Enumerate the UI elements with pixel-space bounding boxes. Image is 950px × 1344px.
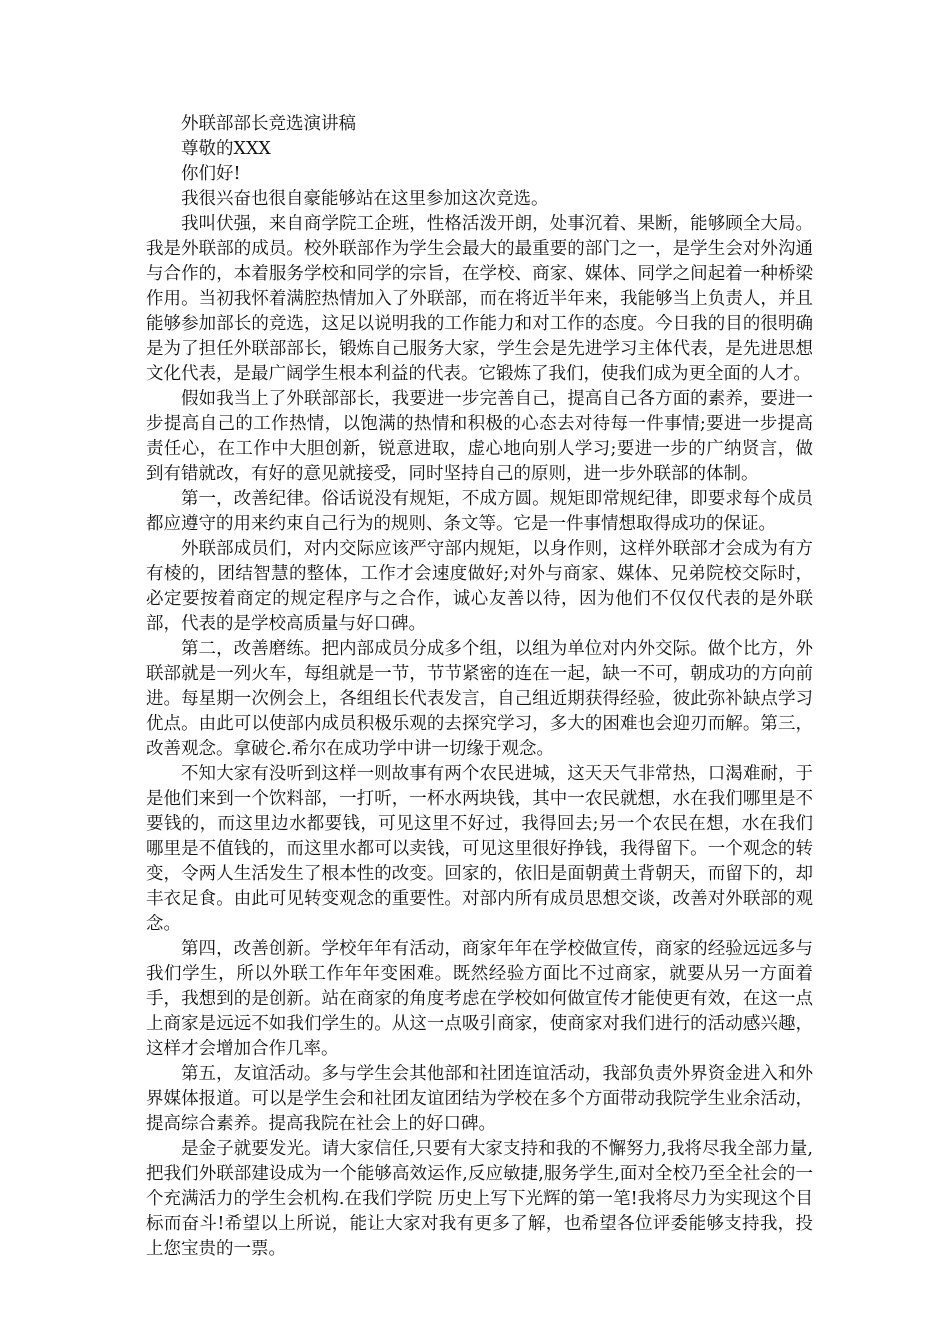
paragraph: 外联部成员们，对内交际应该严守部内规矩，以身作则，这样外联部才会成为有方有棱的，团结智慧的整体，工作才会速度做好;对外与商家、媒体、兄弟院校交际时，必定要按着商定的规定程序与之合作，诚心友善以待，因为他们不仅仅代表的是外联部，代表的是学校高质量与好口碑。 (146, 539, 813, 634)
paragraph: 是金子就要发光。请大家信任,只要有大家支持和我的不懈努力,我将尽我全部力量,把我们外联部建设成为一个能够高效运作,反应敏捷,服务学生,面对全校乃至全社会的一个充满活力的学生会机构.在我们学院 历史上写下光辉的第一笔!我将尽力为实现这个目标而奋斗!希望以上所说，能让大家对我有更多了解，也希望各位评委能够支持我，投上您宝贵的一票。 (146, 1139, 813, 1259)
greeting: 你们好! (181, 164, 241, 184)
document-body (146, 112, 813, 1262)
paragraph: 第二，改善磨练。把内部成员分成多个组，以组为单位对内外交际。做个比方，外联部就是一列火车，每组就是一节，节节紧密的连在一起，缺一不可，朝成功的方向前进。每星期一次例会上，各组组长代表发言，自己组近期获得经验，彼此弥补缺点学习优点。由此可以使部内成员积极乐观的去探究学习，多大的困难也会迎刃而解。第三，改善观念。拿破仑.希尔在成功学中讲一切缘于观念。 (146, 639, 813, 759)
paragraph: 第四，改善创新。学校年年有活动，商家年年在学校做宣传，商家的经验远远多与我们学生，所以外联工作年年变困难。既然经验方面比不过商家，就要从另一方面着手，我想到的是创新。站在商家的角度考虑在学校如何做宣传才能使更有效，在这一点上商家是远远不如我们学生的。从这一点吸引商家，使商家对我们进行的活动感兴趣，这样才会增加合作几率。 (146, 939, 813, 1059)
paragraph: 第一，改善纪律。俗话说没有规矩，不成方圆。规矩即常规纪律，即要求每个成员都应遵守的用来约束自己行为的规则、条文等。它是一件事情想取得成功的保证。 (146, 489, 813, 534)
paragraph: 我叫伏强，来自商学院工企班，性格活泼开朗，处事沉着、果断，能够顾全大局。我是外联部的成员。校外联部作为学生会最大的最重要的部门之一，是学生会对外沟通与合作的，本着服务学校和同学的宗旨，在学校、商家、媒体、同学之间起着一种桥梁作用。当初我怀着满腔热情加入了外联部，而在将近半年来，我能够当上负责人，并且能够参加部长的竞选，这足以说明我的工作能力和对工作的态度。今日我的目的很明确是为了担任外联部部长，锻炼自己服务大家，学生会是先进学习主体代表，是先进思想文化代表，是最广阔学生根本利益的代表。它锻炼了我们，使我们成为更全面的人才。 (146, 214, 813, 384)
paragraph: 第五，友谊活动。多与学生会其他部和社团连谊活动，我部负责外界资金进入和外界媒体报道。可以是学生会和社团友谊团结为学校在多个方面带动我院学生业余活动，提高综合素养。提高我院在社会上的好口碑。 (146, 1064, 813, 1134)
paragraph: 假如我当上了外联部部长，我要进一步完善自己，提高自己各方面的素养，要进一步提高自己的工作热情，以饱满的热情和积极的心态去对待每一件事情;要进一步提高责任心，在工作中大胆创新，锐意进取，虚心地向别人学习;要进一步的广纳贤言，做到有错就改，有好的意见就接受，同时坚持自己的原则，进一步外联部的体制。 (146, 389, 813, 484)
document-title: 外联部部长竞选演讲稿 (181, 114, 356, 134)
paragraph: 不知大家有没听到这样一则故事有两个农民进城，这天天气非常热，口渴难耐，于是他们来到一个饮料部，一打听，一杯水两块钱，其中一农民就想，水在我们哪里是不要钱的，而这里边水都要钱，可见这里不好过，我得回去;另一个农民在想，水在我们哪里是不值钱的，而这里水都可以卖钱，可见这里很好挣钱，我得留下。一个观念的转变，令两人生活发生了根本性的改变。回家的，依旧是面朝黄土背朝天，而留下的，却丰衣足食。由此可见转变观念的重要性。对部内所有成员思想交谈，改善对外联部的观念。 (146, 764, 813, 934)
paragraph: 我很兴奋也很自豪能够站在这里参加这次竞选。 (181, 189, 549, 209)
salutation: 尊敬的XXX (181, 139, 271, 159)
